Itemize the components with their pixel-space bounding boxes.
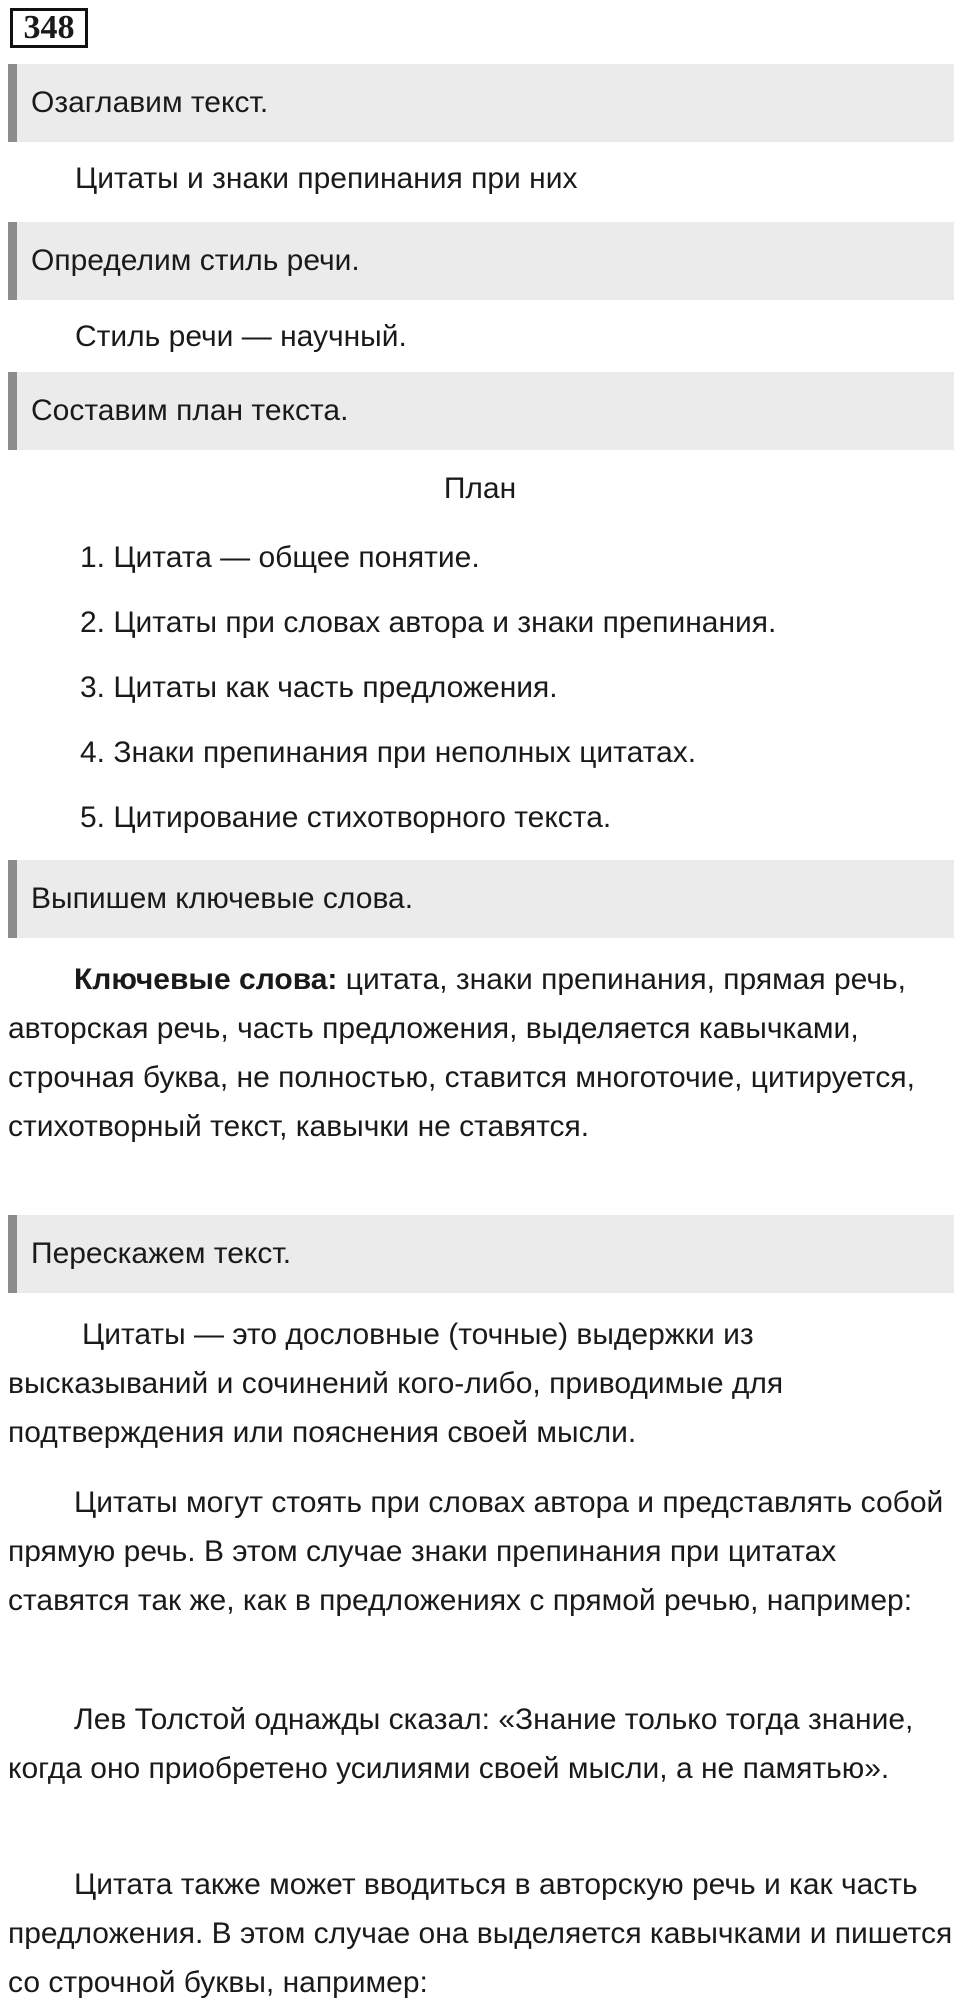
retell-paragraph: Цитата также может вводиться в авторскую речь и как часть предложения. В этом случае она выделяется кавычками и пишется со строчной буквы, например: [8,1868,953,1999]
step-heading-retell: Перескажем текст. [8,1215,954,1293]
step-heading-style: Определим стиль речи. [8,222,954,300]
keywords-label: Ключевые слова: [74,963,338,996]
plan-item: 2. Цитаты при словах автора и знаки препинания. [80,606,777,639]
plan-item: 5. Цитирование стихотворного текста. [80,801,612,834]
plan-item: 3. Цитаты как часть предложения. [80,671,558,704]
plan-title: План [443,472,517,505]
plan-item: 4. Знаки препинания при неполных цитатах. [80,736,697,769]
retell-paragraph: Лев Толстой однажды сказал: «Знание только тогда знание, когда оно приобретено усилиями своей мысли, а не памятью». [8,1703,914,1785]
text-style: Стиль речи — научный. [75,320,407,353]
task-number: 348 [10,8,88,48]
retell-paragraph: Цитаты могут стоять при словах автора и представлять собой прямую речь. В этом случае знаки препинания при цитатах ставятся так же, как в предложениях с прямой речью, например: [8,1486,944,1617]
plan-list [80,525,776,850]
step-heading-title: Озаглавим текст. [8,64,954,142]
keywords-paragraph [8,955,958,1151]
plan-item: 1. Цитата — общее понятие. [80,541,480,574]
retell-paragraph: Цитаты — это дословные (точные) выдержки из высказываний и сочинений кого-либо, приводимые для подтверждения или пояснения своей мысли. [8,1318,784,1449]
step-heading-keywords: Выпишем ключевые слова. [8,860,954,938]
text-title: Цитаты и знаки препинания при них [75,162,578,195]
keywords-text: цитата, знаки препинания, прямая речь, авторская речь, часть предложения, выделяется кавычками, строчная буква, не полностью, ставится многоточие, цитируется, стихотворный текст, кавычки не ставятся. [8,963,915,1143]
step-heading-plan: Составим план текста. [8,372,954,450]
